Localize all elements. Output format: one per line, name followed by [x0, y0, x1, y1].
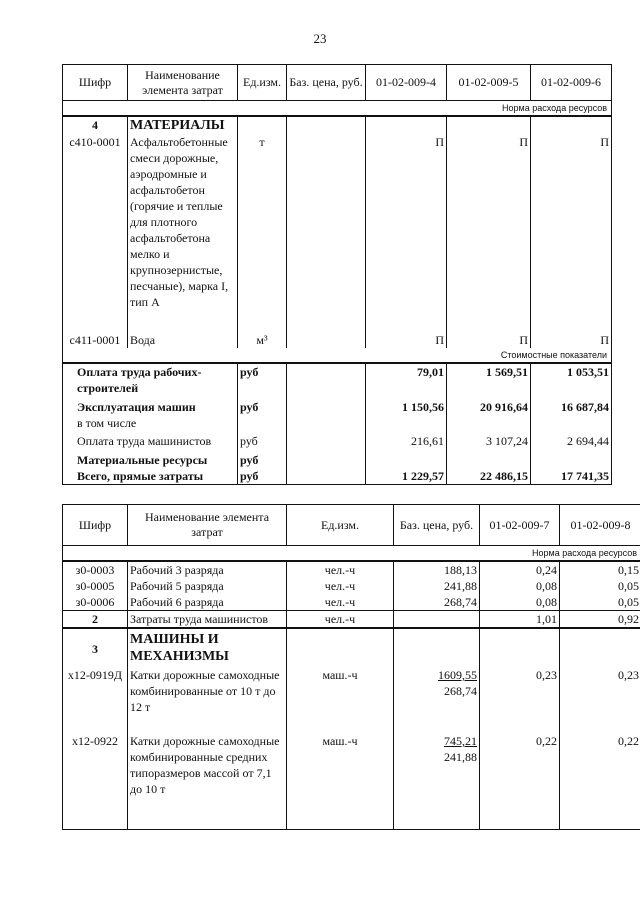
row-name: Затраты труда машинистов: [128, 611, 287, 629]
cost-value-1: 1 229,57: [366, 468, 447, 485]
row-code: с411-0001: [63, 330, 128, 348]
section-number: 4: [63, 116, 128, 134]
row-unit: чел.-ч: [287, 594, 394, 611]
norma-band: [63, 101, 612, 117]
table-row: [63, 594, 640, 611]
row-value-2: 0,15: [560, 561, 640, 578]
row-name: Катки дорожные самоходные комбинированные средних типоразмеров массой от 7,1 до 10 т: [128, 731, 287, 830]
row-value-1: П: [366, 330, 447, 348]
row-value-1: 0,24: [480, 561, 560, 578]
row-value-2: 0,23: [560, 665, 640, 731]
cost-name: Оплата труда рабочих-строителей: [63, 363, 238, 396]
section-number: 3: [63, 628, 128, 665]
row-code: з0-0006: [63, 594, 128, 611]
norma-band-label: Норма расхода ресурсов: [63, 546, 640, 562]
cost-unit: руб: [238, 468, 287, 485]
cost-value-2: 3 107,24: [447, 431, 531, 449]
row-unit: чел.-ч: [287, 611, 394, 629]
cost-value-1: 79,01: [366, 363, 447, 396]
row-price: 268,74: [394, 594, 480, 611]
table-header-row: [63, 505, 640, 546]
row-unit: т: [238, 134, 287, 330]
header-code: Шифр: [63, 505, 128, 546]
cost-name: Эксплуатация машин: [63, 396, 238, 415]
row-value-1: 1,01: [480, 611, 560, 629]
section-row: [63, 116, 612, 134]
cost-value-1: 1 150,56: [366, 396, 447, 415]
cost-value-3: 16 687,84: [531, 396, 612, 415]
header-unit: Ед.изм.: [238, 65, 287, 101]
table-row: [63, 731, 640, 830]
cost-unit: руб: [238, 363, 287, 396]
cost-unit: руб: [238, 449, 287, 468]
cost-name: Материальные ресурсы: [63, 449, 238, 468]
cost-value-2: 20 916,64: [447, 396, 531, 415]
row-value-1: П: [366, 134, 447, 330]
row-unit: маш.-ч: [287, 731, 394, 830]
section-title: МАШИНЫ И МЕХАНИЗМЫ: [128, 628, 287, 665]
row-price: 188,13: [394, 561, 480, 578]
row-name: Катки дорожные самоходные комбинированные от 10 т до 12 т: [128, 665, 287, 731]
row-value-3: П: [531, 134, 612, 330]
cost-name: Оплата труда машинистов: [63, 431, 238, 449]
table-row: [63, 578, 640, 594]
cost-band-label: Стоимостные показатели: [63, 348, 612, 363]
cost-value-3: 2 694,44: [531, 431, 612, 449]
header-col-2: 01-02-009-5: [447, 65, 531, 101]
norma-band: [63, 546, 640, 562]
row-unit: чел.-ч: [287, 578, 394, 594]
cost-unit: руб: [238, 431, 287, 449]
row-price-operator: 241,88: [444, 750, 477, 764]
row-value-2: 0,22: [560, 731, 640, 830]
cost-value-1: 216,61: [366, 431, 447, 449]
row-price: 1609,55: [438, 668, 477, 682]
cost-value-2: 1 569,51: [447, 363, 531, 396]
cost-row: [63, 449, 612, 468]
cost-row: [63, 431, 612, 449]
row-unit: маш.-ч: [287, 665, 394, 731]
header-name: Наименование элемента затрат: [128, 65, 238, 101]
section-row: [63, 628, 640, 665]
table-row: [63, 330, 612, 348]
row-value-3: П: [531, 330, 612, 348]
header-col-2: 01-02-009-8: [560, 505, 640, 546]
table-row: [63, 665, 640, 731]
row-value-2: 0,05: [560, 594, 640, 611]
row-price-operator: 268,74: [444, 684, 477, 698]
table-header-row: [63, 65, 612, 101]
operators-row: [63, 611, 640, 629]
row-code: х12-0922: [63, 731, 128, 830]
cost-row: [63, 415, 612, 431]
header-col-1: 01-02-009-7: [480, 505, 560, 546]
header-code: Шифр: [63, 65, 128, 101]
row-price: 241,88: [394, 578, 480, 594]
header-name: Наименование элемента затрат: [128, 505, 287, 546]
row-value-2: П: [447, 134, 531, 330]
row-value-2: П: [447, 330, 531, 348]
row-value-1: 0,08: [480, 594, 560, 611]
cost-unit: руб: [238, 396, 287, 415]
row-code: 2: [63, 611, 128, 629]
resource-table-2: [62, 504, 640, 830]
row-value-1: 0,22: [480, 731, 560, 830]
row-value-1: 0,08: [480, 578, 560, 594]
cost-row: [63, 396, 612, 415]
row-code: с410-0001: [63, 134, 128, 330]
row-unit: м³: [238, 330, 287, 348]
row-price: 745,21: [444, 734, 477, 748]
row-code: з0-0005: [63, 578, 128, 594]
row-name: Рабочий 6 разряда: [128, 594, 287, 611]
cost-row: [63, 363, 612, 396]
cost-value-3: 17 741,35: [531, 468, 612, 485]
header-col-3: 01-02-009-6: [531, 65, 612, 101]
row-unit: чел.-ч: [287, 561, 394, 578]
cost-name: в том числе: [63, 415, 238, 431]
row-value-2: 0,92: [560, 611, 640, 629]
row-value-1: 0,23: [480, 665, 560, 731]
row-value-2: 0,05: [560, 578, 640, 594]
row-code: х12-0919Д: [63, 665, 128, 731]
cost-value-3: 1 053,51: [531, 363, 612, 396]
header-unit: Ед.изм.: [287, 505, 394, 546]
header-col-1: 01-02-009-4: [366, 65, 447, 101]
page-number: 23: [313, 31, 327, 46]
table-row: [63, 134, 612, 330]
cost-name: Всего, прямые затраты: [63, 468, 238, 485]
cost-row: [63, 468, 612, 485]
row-name: Асфальтобетонные смеси дорожные, аэродромные и асфальтобетон (горячие и теплые для плотного асфальтобетона мелко и крупнозернистые, песчаные), марка I, тип А: [128, 134, 238, 330]
table-row: [63, 561, 640, 578]
row-name: Рабочий 3 разряда: [128, 561, 287, 578]
row-name: Вода: [128, 330, 238, 348]
header-price: Баз. цена, руб.: [394, 505, 480, 546]
norma-band-label: Норма расхода ресурсов: [63, 101, 612, 117]
cost-band: [63, 348, 612, 363]
row-code: з0-0003: [63, 561, 128, 578]
row-name: Рабочий 5 разряда: [128, 578, 287, 594]
cost-value-2: 22 486,15: [447, 468, 531, 485]
resource-table-1: [62, 64, 612, 485]
section-title: МАТЕРИАЛЫ: [128, 116, 238, 134]
header-price: Баз. цена, руб.: [287, 65, 366, 101]
